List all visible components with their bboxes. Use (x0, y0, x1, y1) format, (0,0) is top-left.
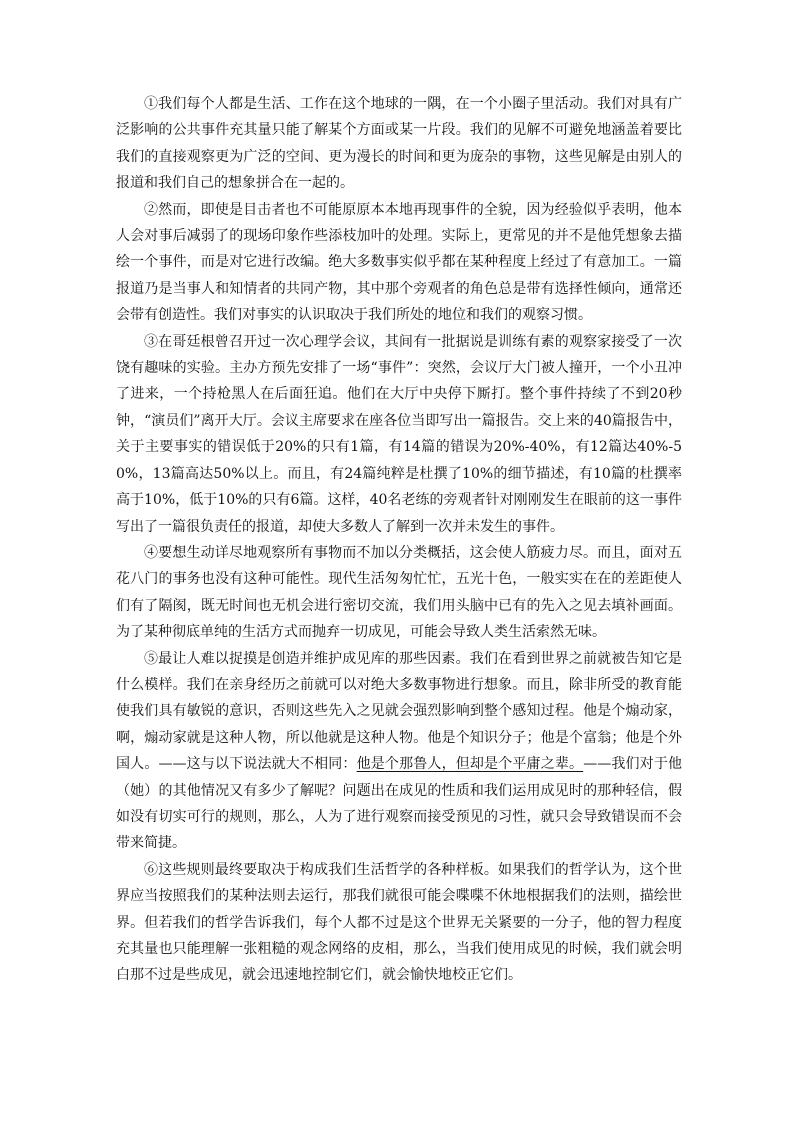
article-body (116, 91, 682, 989)
paragraph-5 (116, 646, 682, 857)
paragraph-1-text: ①我们每个人都是生活、工作在这个地球的一隅，在一个小圈子里活动。我们对具有广泛影响的公共事件充其量只能了解某个方面或某一片段。我们的见解不可避免地涵盖着要比我们的直接观察更为广泛的空间、更为漫长的时间和更为庞杂的事物，这些见解是由别人的报道和我们自己的想象拼合在一起的。 (116, 96, 682, 192)
paragraph-4-text: ④要想生动详尽地观察所有事物而不加以分类概括，这会使人筋疲力尽。而且，面对五花八门的事务也没有这种可能性。现代生活匆匆忙忙，五光十色，一般实实在在的差距使人们有了隔阂，既无时间也无机会进行密切交流，我们用头脑中已有的先入之见去填补画面。为了某种彻底单纯的生活方式而抛弃一切成见，可能会导致人类生活索然无味。 (116, 544, 682, 641)
paragraph-2 (116, 197, 682, 329)
paragraph-2-text: ②然而，即使是目击者也不可能原原本本地再现事件的全貌，因为经验似乎表明，他本人会对事后减弱了的现场印象作些添枝加叶的处理。实际上，更常见的并不是他凭想象去描绘一个事件，而是对它进行改编。绝大多数事实似乎都在某种程度上经过了有意加工。一篇报道乃是当事人和知情者的共同产物，其中那个旁观者的角色总是带有选择性倾向，通常还会带有创造性。我们对事实的认识取决于我们所处的地位和我们的观察习惯。 (116, 201, 682, 324)
paragraph-3-text: ③在哥廷根曾召开过一次心理学会议，其间有一批据说是训练有素的观察家接受了一次饶有趣味的实验。主办方预先安排了一场“事件”：突然，会议厅大门被人撞开，一个小丑冲了进来，一个持枪黑人在后面狂追。他们在大厅中央停下厮打。整个事件持续了不到20秒钟，“演员们”离开大厅。会议主席要求在座各位当即写出一篇报告。交上来的40篇报告中，关于主要事实的错误低于20%的只有1篇，有14篇的错误为20%-40%，有12篇达40%-50%，13篇高达50%以上。而且，有24篇纯粹是杜撰了10%的细节描述，有10篇的杜撰率高于10%，低于10%的只有6篇。这样，40名老练的旁观者针对刚刚发生在眼前的这一事件写出了一篇很负责任的报道，却使大多数人了解到一次并未发生的事件。 (116, 333, 682, 535)
paragraph-5-text: ⑤最让人难以捉摸是创造并维护成见库的那些因素。我们在看到世界之前就被告知它是什么模样。我们在亲身经历之前就可以对绝大多数事物进行想象。而且，除非所受的教育能使我们具有敏锐的意识，否则这些先入之见就会强烈影响到整个感知过程。他是个煽动家，啊，煽动家就是这种人物，所以他就是这种人物。他是个知识分子；他是个富翁；他是个外国人。——这与以下说法就大不相同： (116, 650, 682, 773)
paragraph-3 (116, 329, 682, 540)
paragraph-6-text: ⑥这些规则最终要取决于构成我们生活哲学的各种样板。如果我们的哲学认为，这个世界应当按照我们的某种法则去运行，那我们就很可能会喋喋不休地根据我们的法则，描绘世界。但若我们的哲学告诉我们，每个人都不过是这个世界无关紧要的一分子，他的智力程度充其量也只能理解一张粗糙的观念网络的皮相，那么，当我们使用成见的时候，我们就会明白那不过是些成见，就会迅速地控制它们，就会愉快地校正它们。 (116, 861, 682, 984)
paragraph-1 (116, 91, 682, 197)
paragraph-5-text-after: ——我们对于他（她）的其他情况又有多少了解呢？问题出在成见的性质和我们运用成见时的那种轻信，假如没有切实可行的规则，那么，人为了进行观察而接受预见的习性，就只会导致错误而不会带来简捷。 (116, 756, 682, 852)
paragraph-4 (116, 540, 682, 646)
underlined-sentence: 他是个那鲁人，但却是个平庸之辈。 (356, 756, 584, 773)
paragraph-6 (116, 857, 682, 989)
